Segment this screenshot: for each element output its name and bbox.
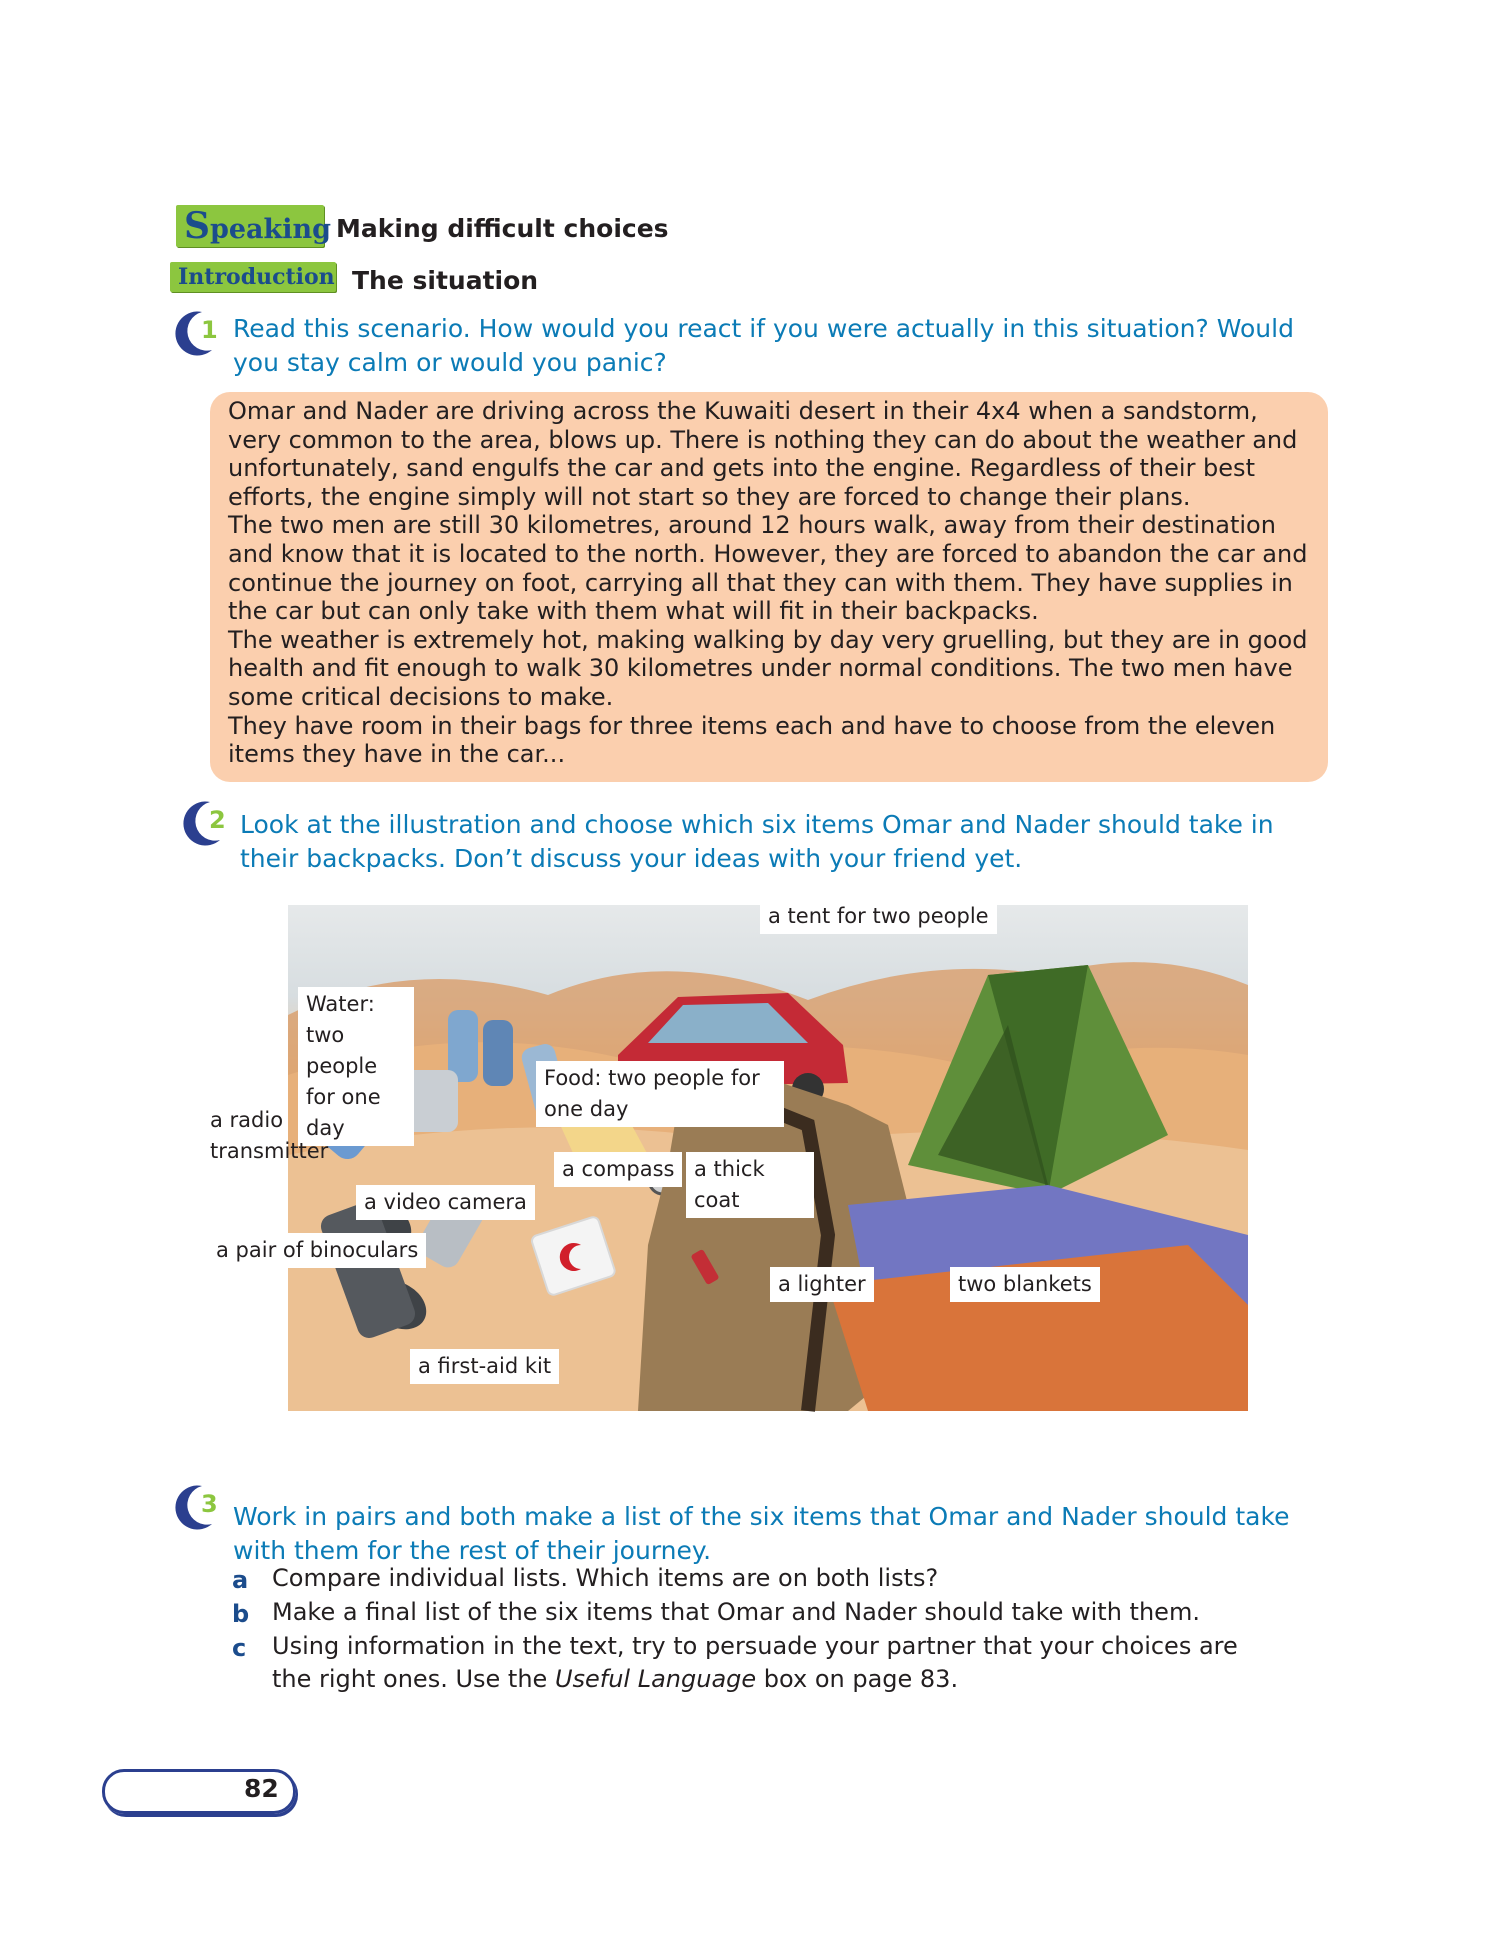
label-tent: a tent for two people (760, 899, 997, 934)
label-compass: a compass (554, 1152, 682, 1187)
sub-tag-introduction: Introduction (170, 262, 336, 292)
scenario-paragraph-4: They have room in their bags for three items each and have to choose from the eleven items they have in the car... (228, 711, 1276, 769)
task-b-letter: b (232, 1600, 250, 1628)
question-1-badge (168, 306, 222, 360)
question-1-number: 1 (201, 316, 218, 344)
scenario-paragraph-1: Omar and Nader are driving across the Kuwaiti desert in their 4x4 when a sandstorm, very common to the area, blows up. There is nothing they can do about the weather and unfortunately, sand engulfs the car and gets into the engine. Regardless of their best efforts, the engine simply will not start so they are forced to change their plans. (228, 397, 1298, 511)
question-1-text: Read this scenario. How would you react if you were actually in this situation? Would you stay calm or would you panic? (233, 314, 1294, 377)
label-binoculars: a pair of binoculars (208, 1233, 426, 1268)
scenario-paragraph-3: The weather is extremely hot, making walking by day very gruelling, but they are in good health and fit enough to walk 30 kilometres under normal conditions. The two men have some critical decisions to make. (228, 625, 1308, 711)
task-c-text (272, 1630, 1282, 1696)
scenario-paragraph-2: The two men are still 30 kilometres, around 12 hours walk, away from their destination and know that it is located to the north. However, they are forced to abandon the car and continue the journey on foot, carrying all that they can with them. They have supplies in the car but can only take with them what will fit in their backpacks. (228, 511, 1308, 626)
question-3-text: Work in pairs and both make a list of the six items that Omar and Nader should take with them for the rest of their journey. (233, 1502, 1290, 1565)
label-first-aid-kit: a first-aid kit (410, 1349, 559, 1384)
question-2-number: 2 (209, 806, 226, 834)
section-tag-rest: peaking (210, 214, 332, 245)
label-radio: a radio transmitter (210, 1108, 329, 1163)
label-coat: a thick coat (686, 1152, 814, 1218)
question-2-text: Look at the illustration and choose which six items Omar and Nader should take in their backpacks. Don’t discuss your ideas with your friend yet. (240, 810, 1274, 873)
question-3-number: 3 (201, 1490, 218, 1518)
task-c-text-after: box on page 83. (756, 1665, 959, 1693)
section-title: Making difficult choices (336, 214, 669, 243)
task-a-text: Compare individual lists. Which items are on both lists? (272, 1564, 939, 1592)
section-tag-speaking (176, 205, 332, 247)
label-lighter: a lighter (770, 1267, 874, 1302)
moon-number-icon (168, 1480, 222, 1534)
question-3-badge (168, 1480, 222, 1534)
label-water: Water: two people for one day (298, 987, 414, 1146)
moon-number-icon (176, 796, 230, 850)
section-tag-initial: S (184, 205, 210, 247)
desert-illustration (210, 904, 1248, 1411)
label-food: Food: two people for one day (536, 1061, 784, 1127)
label-blankets: two blankets (950, 1267, 1100, 1302)
task-b-text: Make a final list of the six items that Omar and Nader should take with them. (272, 1598, 1200, 1626)
task-c-text-before: Using information in the text, try to persuade your partner that your choices are the right ones. Use the (272, 1632, 1238, 1693)
sub-title: The situation (352, 266, 539, 295)
moon-number-icon (168, 306, 222, 360)
task-a-letter: a (232, 1566, 249, 1594)
task-c-letter: c (232, 1634, 247, 1662)
task-c-text-italic: Useful Language (554, 1665, 757, 1693)
label-camera: a video camera (356, 1185, 535, 1220)
question-2-badge (176, 796, 230, 850)
scenario-box (210, 392, 1328, 782)
page-number: 82 (244, 1774, 279, 1803)
